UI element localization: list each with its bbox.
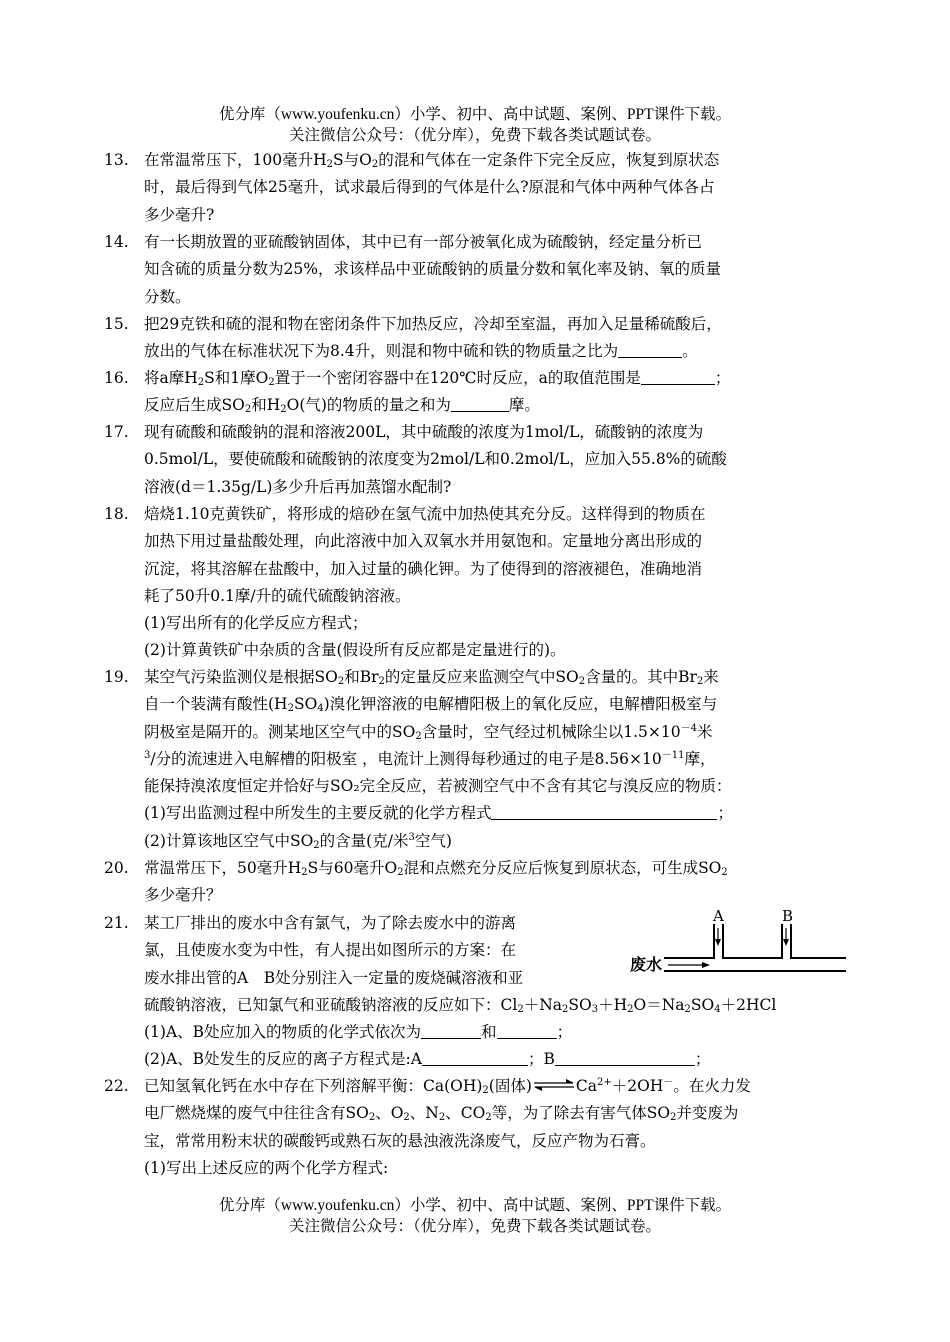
text: 反应后生成SO: [144, 396, 245, 415]
text: 某空气污染监测仪是根据SO: [144, 668, 338, 686]
subscript: 2: [313, 839, 320, 851]
text: (1)写出上述反应的两个化学方程式:: [144, 1158, 389, 1177]
text: 自一个装满有酸性(H: [144, 695, 288, 714]
text: 加热下用过量盐酸处理，向此溶液中加入双氧水并用氨饱和。定量地分离出形成的: [144, 532, 703, 551]
text: 把29克铁和硫的混和物在密闭条件下加热反应，冷却至室温，再加入足量稀硫酸后，: [144, 315, 722, 333]
text: 能保持溴浓度恒定并恰好与SO₂完全反应，若被测空气中不含有其它与溴反应的物质：: [144, 777, 732, 796]
text: (1)写出监测过程中所发生的主要反就的化学方程式: [144, 804, 492, 823]
text: (2)计算黄铁矿中杂质的含量(假设所有反应都是定量进行的)。: [144, 641, 566, 660]
text: Ca: [575, 1077, 598, 1095]
page-footer-line2: 关注微信公众号：（优分库），免费下载各类试题试卷。: [288, 1218, 661, 1235]
subscript: 2: [485, 1112, 492, 1124]
subscript: 4: [714, 1003, 721, 1015]
text: 分数。: [144, 287, 191, 306]
answer-blank[interactable]: [641, 369, 715, 385]
subscript: 2: [268, 377, 275, 388]
question-number: 13.: [104, 151, 129, 169]
text: S与60毫升O: [307, 859, 398, 877]
text: 知含硫的质量分数为25%，求该样品中亚硫酸钠的质量分数和氧化率及钠、氧的质量: [144, 260, 721, 279]
text: 的混和气体在一定条件下完全反应，恢复到原状态: [378, 151, 720, 169]
text: 空气): [414, 831, 452, 850]
text: 和: [481, 1023, 497, 1042]
subscript: 2: [438, 1112, 446, 1124]
text: SO: [293, 695, 318, 714]
inlet-b-label: B: [782, 907, 794, 925]
subscript: 2: [337, 676, 345, 687]
text: 的含量(克/米: [319, 831, 409, 850]
text: 含量时，空气经过机械除尘以1.5×10: [421, 722, 681, 741]
subscript: 2: [517, 1003, 524, 1015]
subscript: 2: [244, 404, 252, 416]
text: 废水排出管的A B处分别注入一定量的废烧碱溶液和亚: [144, 968, 524, 987]
subscript: 2: [368, 1112, 376, 1124]
subscript: 2: [280, 404, 287, 416]
superscript: －11: [661, 749, 685, 761]
question-number: 21.: [104, 914, 129, 932]
text: 放出的气体在标准状况下为8.4升，则混和物中硫和铁的物质量之比为: [144, 342, 619, 361]
text: /分的流速进入电解槽的阳极室 ，电流计上测得每秒通过的电子是8.56×10: [150, 749, 662, 768]
superscript: －: [663, 1077, 674, 1088]
text: 氯，且使废水变为中性，有人提出如图所示的方案：在: [144, 941, 517, 960]
text: 和Br: [344, 668, 379, 686]
superscript: 3: [408, 831, 415, 843]
text: S与O: [332, 151, 372, 169]
text: 现有硫酸和硫酸钠的混和溶液200L，其中硫酸的浓度为1mol/L，硫酸钠的浓度为: [144, 423, 704, 441]
text: (2)计算该地区空气中SO: [144, 831, 314, 850]
text: ＋Na: [523, 995, 563, 1014]
subscript: 2: [197, 377, 205, 388]
text: 摩。: [508, 396, 540, 415]
text: 已知氢氧化钙在水中存在下列溶解平衡：Ca(OH): [144, 1077, 483, 1095]
text: (固体): [488, 1077, 532, 1095]
answer-blank[interactable]: [497, 1023, 557, 1039]
text: 焙烧1.10克黄铁矿，将形成的焙砂在氢气流中加热使其充分反。这样得到的物质在: [144, 505, 706, 523]
subscript: 2: [627, 1003, 634, 1015]
text: ；: [694, 1050, 711, 1069]
page-header-line1: 优分库（www.youfenku.cn）小学、初中、高中试题、案例、PPT课件下载。: [218, 106, 732, 123]
waste-water-label: 废水: [630, 955, 663, 974]
text: ；: [717, 804, 733, 823]
text: ＋2OH: [611, 1077, 664, 1095]
subscript: 2: [578, 676, 586, 687]
text: 0.5mol/L，要使硫酸和硫酸钠的浓度变为2mol/L和0.2mol/L，应加入55.8%的硫酸: [144, 450, 727, 469]
inlet-a-label: A: [713, 907, 724, 925]
text: ；B: [527, 1050, 555, 1069]
answer-blank[interactable]: [421, 1023, 481, 1039]
text: 来: [703, 668, 719, 686]
equilibrium-arrow-icon: [532, 1074, 576, 1088]
text: S和1摩O: [204, 369, 269, 387]
question-number: 22.: [104, 1077, 129, 1095]
text: O(气)的物质的量之和为: [286, 396, 451, 415]
text: 的定量反应来监测空气中SO: [384, 668, 579, 686]
subscript: 2: [415, 730, 422, 742]
answer-blank[interactable]: [422, 1050, 528, 1066]
subscript: 3: [591, 1003, 599, 1015]
text: 耗了50升0.1摩/升的硫代硫酸钠溶液。: [144, 586, 411, 605]
subscript: 2: [562, 1003, 569, 1015]
text: 将a摩H: [144, 369, 198, 387]
text: 置于一个密闭容器中在120℃时反应，a的取值范围是: [274, 369, 641, 387]
question-number: 18.: [104, 505, 129, 523]
text: SO: [568, 995, 592, 1014]
text: 摩，: [684, 749, 716, 768]
text: 。: [682, 342, 698, 361]
subscript: 4: [317, 703, 324, 715]
page-header-line2: 关注微信公众号：（优分库），免费下载各类试题试卷。: [288, 127, 661, 144]
superscript: 2+: [597, 1077, 612, 1088]
text: ；: [556, 1023, 573, 1042]
subscript: 2: [301, 867, 308, 878]
text: 、N: [409, 1104, 439, 1123]
text: ＋2HCl: [720, 995, 777, 1014]
text: 时，最后得到气体25毫升，试求最后得到的气体是什么?原混和气体中两种气体各占: [144, 178, 715, 197]
text: 硫酸钠溶液，已知氯气和亚硫酸钠溶液的反应如下：Cl: [144, 995, 518, 1014]
text: (2)A、B处发生的反应的离子方程式是:A: [144, 1050, 422, 1069]
text: 宝，常常用粉末状的碳酸钙或熟石灰的悬浊液洗涤废气，反应产物为石膏。: [144, 1131, 656, 1150]
text: ＋H: [598, 995, 628, 1014]
page-footer-line1: 优分库（www.youfenku.cn）小学、初中、高中试题、案例、PPT课件下载。: [218, 1197, 732, 1214]
text: 多少毫升?: [144, 205, 215, 224]
text: 在常温常压下，100毫升H: [144, 151, 327, 169]
subscript: 2: [721, 867, 728, 878]
answer-blank[interactable]: [491, 804, 717, 820]
subscript: 2: [482, 1085, 489, 1096]
subscript: 2: [684, 1003, 691, 1015]
text: 某工厂排出的废水中含有氯气，为了除去废水中的游离: [144, 914, 517, 932]
question-number: 15.: [104, 315, 129, 333]
text: 沉淀，将其溶解在盐酸中，加入过量的碘化钾。为了使得到的溶液褪色，准确地消: [144, 559, 703, 578]
answer-blank[interactable]: [618, 342, 682, 358]
text: O＝Na: [633, 995, 685, 1014]
text: 和H: [251, 396, 281, 415]
text: SO: [690, 995, 715, 1014]
text: (1)A、B处应加入的物质的化学式依次为: [144, 1023, 422, 1042]
subscript: 2: [670, 1112, 677, 1124]
text: )溴化钾溶液的电解槽阳极上的氧化反应，电解槽阳极室与: [323, 695, 718, 714]
question-number: 16.: [104, 369, 129, 387]
text: 混和点燃充分反应后恢复到原状态，可生成SO: [403, 859, 722, 877]
subscript: 2: [378, 676, 385, 687]
question-number: 14.: [104, 233, 129, 251]
answer-blank[interactable]: [451, 396, 509, 412]
text: 常温常压下，50毫升H: [144, 859, 302, 877]
superscript: 3: [144, 749, 151, 761]
text: 含量的。其中Br: [585, 668, 697, 686]
question-number: 17.: [104, 423, 129, 441]
text: 并变废为: [676, 1104, 739, 1123]
text: (1)写出所有的化学反应方程式；: [144, 614, 368, 633]
text: 多少毫升？: [144, 886, 222, 905]
text: 等，为了除去有害气体SO: [491, 1104, 671, 1123]
subscript: 2: [397, 867, 404, 878]
text: 溶液(d＝1.35g/L)多少升后再加蒸馏水配制?: [144, 477, 452, 496]
text: 电厂燃烧煤的废气中往往含有SO: [144, 1104, 369, 1123]
text: 、O: [375, 1104, 404, 1123]
question-number: 20.: [104, 859, 129, 877]
text: 有一长期放置的亚硫酸钠固体，其中已有一部分被氧化成为硫酸钠，经定量分析已: [144, 233, 703, 251]
subscript: 2: [287, 703, 294, 715]
text: 米: [696, 722, 713, 741]
text: 阴极室是隔开的。测某地区空气中的SO: [144, 722, 416, 741]
superscript: －4: [680, 722, 697, 734]
answer-blank[interactable]: [555, 1050, 695, 1066]
waste-pipe-diagram: [628, 908, 850, 986]
text: ；: [714, 369, 731, 387]
text: 。在火力发: [673, 1077, 751, 1095]
subscript: 2: [326, 159, 333, 170]
text: 、CO: [445, 1104, 486, 1123]
subscript: 2: [403, 1112, 410, 1124]
question-number: 19.: [104, 668, 129, 686]
subscript: 2: [696, 676, 704, 687]
subscript: 2: [371, 159, 379, 170]
